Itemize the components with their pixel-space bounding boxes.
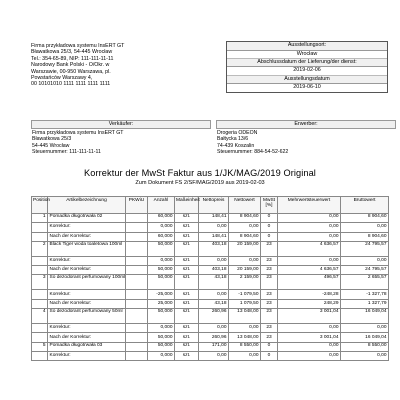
delivery-end-label: Abschlussdatum der Lieferung/der dienst: [227,59,387,68]
col-net-value: Nettowert [229,197,261,214]
cell-vat-amount: 3 001,04 [278,309,341,324]
cell-net-value: 20 159,00 [229,266,261,275]
issue-date-value: 2019-06-10 [293,84,321,91]
cell-unit: szt. [175,309,199,324]
cell-net-value: 8 904,60 [229,232,261,241]
cell-gross: 24 795,57 [341,266,389,275]
cell-net-value: 1 079,50 [229,299,261,308]
cell-name: Korrektur: [48,256,126,265]
cell-net-value: 2 159,00 [229,275,261,290]
cell-vat-rate: 23 [261,241,278,256]
cell-net-value: 0,00 [229,324,261,333]
table-row [32,333,389,342]
cell-vat-amount: 3 001,04 [278,333,341,342]
cell-position [32,351,48,360]
cell-net-value: 8 904,60 [229,214,261,223]
cell-pkwiu [126,266,148,275]
cell-vat-amount: 0,00 [278,342,341,351]
cell-pkwiu [126,299,148,308]
cell-vat-rate: 23 [261,256,278,265]
cell-pkwiu [126,275,148,290]
cell-vat-amount: 0,00 [278,214,341,223]
cell-qty: 0,000 [148,351,175,360]
cell-vat-amount: 4 636,57 [278,241,341,256]
cell-pkwiu [126,290,148,299]
cell-vat-amount: 0,00 [278,351,341,360]
cell-gross: 0,00 [341,223,389,232]
cell-name: So dezodorant perfumowany 50ml [48,309,126,324]
cell-vat-rate: 23 [261,290,278,299]
cell-pkwiu [126,309,148,324]
cell-unit: szt. [175,290,199,299]
cell-position [32,299,48,308]
cell-qty: -25,000 [148,290,175,299]
cell-qty: 60,000 [148,232,175,241]
cell-net-price: 0,00 [199,351,229,360]
table-row [32,290,389,299]
table-row [32,309,389,324]
cell-vat-rate: 0 [261,232,278,241]
cell-name: Nach der Korrektur: [48,266,126,275]
cell-net-value: 8 550,00 [229,342,261,351]
cell-position: 5 [32,342,48,351]
cell-net-value: 0,00 [229,256,261,265]
cell-position [32,232,48,241]
cell-unit: szt. [175,256,199,265]
cell-qty: 25,000 [148,299,175,308]
cell-gross: 24 795,57 [341,241,389,256]
table-row [32,241,389,256]
cell-vat-rate: 0 [261,342,278,351]
cell-vat-amount: 248,29 [278,299,341,308]
cell-pkwiu [126,241,148,256]
cell-net-value: 20 159,00 [229,241,261,256]
seller-line: Firma przykładowa systemu InsERT GT [31,43,125,49]
cell-gross: 2 655,57 [341,275,389,290]
cell-pkwiu [126,324,148,333]
cell-net-value: 13 048,00 [229,333,261,342]
delivery-end-value: 2019-02-06 [227,67,387,75]
cell-vat-rate: 0 [261,214,278,223]
cell-net-price: 148,41 [199,214,229,223]
col-qty: Anzahl [148,197,175,214]
cell-vat-rate: 23 [261,324,278,333]
issue-place-value: Wrocław [227,51,387,59]
cell-pkwiu [126,351,148,360]
cell-unit: szt. [175,223,199,232]
cell-unit: szt. [175,214,199,223]
issue-date-label: Ausstellungsdatum [227,76,387,85]
cell-name: So dezodorant perfumowany 100ml [48,275,126,290]
cell-net-price: 0,00 [199,223,229,232]
table-row [32,223,389,232]
cell-net-price: 43,18 [199,275,229,290]
table-row [32,266,389,275]
cell-position [32,333,48,342]
cell-vat-rate: 23 [261,309,278,324]
cell-qty: 0,000 [148,324,175,333]
cell-name: Korrektur: [48,324,126,333]
cell-qty: 50,000 [148,266,175,275]
cell-position [32,223,48,232]
seller-header [31,43,124,88]
col-unit: Maßeinheit [175,197,199,214]
cell-pkwiu [126,256,148,265]
cell-gross: 8 904,60 [341,232,389,241]
cell-vat-amount: 0,00 [278,223,341,232]
cell-position: 2 [32,241,48,256]
cell-position [32,256,48,265]
col-gross: Bruttowert [341,197,389,214]
cell-gross: 0,00 [341,324,389,333]
cell-position: 4 [32,309,48,324]
cell-vat-rate: 23 [261,275,278,290]
cell-vat-rate: 0 [261,351,278,360]
cell-name: Black Tiger woda toaletowa 100ml [48,241,126,256]
cell-unit: szt. [175,351,199,360]
cell-position: 3 [32,275,48,290]
erwerber-line: Drogeria ODEON [217,129,258,136]
seller-line: Powstańców Warszawy 4, [31,75,93,82]
cell-net-price: 148,41 [199,232,229,241]
cell-net-value: 0,00 [229,223,261,232]
verkaufer-line: Firma przykładowa systemu InsERT GT [32,129,124,136]
cell-name: Nach der Korrektur: [48,299,126,308]
cell-unit: szt. [175,266,199,275]
cell-vat-amount: 0,00 [278,324,341,333]
cell-net-price: 0,00 [199,256,229,265]
cell-vat-amount: 496,57 [278,275,341,290]
cell-net-value: 0,00 [229,351,261,360]
cell-qty: 50,000 [148,309,175,324]
table-row [32,256,389,265]
erwerber-lines [216,130,396,156]
cell-unit: szt. [175,275,199,290]
verkaufer-line: Bławatkowa 25/3 [32,136,72,142]
seller-line: Warszawie, 00-950 Warszawa, pl. [31,68,111,75]
erwerber-line: Steuernummer: 884-54-52-622 [217,149,289,155]
cell-pkwiu [126,342,148,351]
cell-gross: 0,00 [341,256,389,265]
erwerber-label: Erwerber: [216,120,396,129]
verkaufer-line: Steuernummer: 111-111-11-11 [32,149,101,155]
cell-gross: 8 550,00 [341,342,389,351]
cell-name: Pomadka długotrwała 03 [48,342,126,351]
cell-vat-amount: 4 636,57 [278,266,341,275]
table-row [32,232,389,241]
seller-line: 00 10101010 1111 1111 1111 1111 [31,81,111,88]
cell-net-price: 171,00 [199,342,229,351]
cell-vat-amount: -248,28 [278,290,341,299]
erwerber-line: 74-439 Koszalin [217,142,255,149]
erwerber-block [216,120,396,156]
cell-qty: 50,000 [148,275,175,290]
cell-net-price: 260,96 [199,309,229,324]
cell-gross: 16 049,04 [341,333,389,342]
cell-unit: szt. [175,342,199,351]
cell-unit: szt. [175,324,199,333]
col-vat-amount: Mehrwertsteuerwert [278,197,341,214]
cell-name: Nach der Korrektur: [48,232,126,241]
verkaufer-block [31,120,211,156]
verkaufer-line: 54-445 Wrocław [32,142,70,149]
document-title: Korrektur der MwSt Faktur aus 1/JK/MAG/2019 Original [84,168,316,178]
verkaufer-label: Verkäufer: [31,120,211,129]
cell-unit: szt. [175,299,199,308]
cell-position [32,266,48,275]
cell-vat-rate: 23 [261,266,278,275]
col-position: Position [32,197,48,214]
cell-unit: szt. [175,241,199,256]
cell-qty: 60,000 [148,214,175,223]
cell-net-price: 0,00 [199,324,229,333]
cell-unit: szt. [175,333,199,342]
cell-position [32,324,48,333]
cell-net-value: 13 048,00 [229,309,261,324]
table-row [32,275,389,290]
items-table [31,196,389,361]
cell-vat-rate: 23 [261,299,278,308]
cell-name: Korrektur: [48,351,126,360]
cell-name: Korrektur: [48,290,126,299]
cell-position [32,290,48,299]
issue-place-label: Ausstellungsort: [227,42,387,51]
verkaufer-lines [31,130,211,156]
cell-qty: 0,000 [148,256,175,265]
table-header-row [32,197,389,214]
cell-position: 1 [32,214,48,223]
col-vat-rate: MwSt [%] [261,197,278,214]
col-name: Artikelbezeichnung [48,197,126,214]
cell-vat-rate: 0 [261,223,278,232]
cell-qty: 0,000 [148,223,175,232]
table-row [32,324,389,333]
erwerber-line: Bałtycka 13/6 [217,136,249,142]
document-subtitle: Zum Dokument FS 2/SF/MAG/2019 aus 2019-02-03 [135,180,265,186]
cell-name: Korrektur: [48,223,126,232]
cell-gross: 0,00 [341,351,389,360]
table-row [32,214,389,223]
cell-net-value: -1 079,50 [229,290,261,299]
seller-line: Narodowy Bank Polski - O/Okr. w [31,62,110,69]
cell-vat-amount: 0,00 [278,232,341,241]
seller-line: Bławatkowa 25/3, 54-445 Wrocław [31,49,113,56]
cell-name: Pomadka długotrwała 02 [48,214,126,223]
cell-gross: 8 904,60 [341,214,389,223]
cell-gross: 1 327,79 [341,299,389,308]
table-row [32,299,389,308]
cell-net-price: 403,18 [199,266,229,275]
cell-net-price: 260,96 [199,333,229,342]
cell-qty: 50,000 [148,342,175,351]
cell-qty: 50,000 [148,333,175,342]
cell-vat-rate: 23 [261,333,278,342]
cell-pkwiu [126,333,148,342]
cell-name: Nach der Korrektur: [48,333,126,342]
cell-pkwiu [126,223,148,232]
cell-net-price: 43,18 [199,299,229,308]
cell-vat-amount: 0,00 [278,256,341,265]
cell-gross: -1 327,78 [341,290,389,299]
cell-qty: 50,000 [148,241,175,256]
seller-line: Tel.: 354-65-89, NIP: 111-111-11-11 [31,55,114,62]
col-pkwiu: PKWiU [126,197,148,214]
meta-box [226,41,388,93]
cell-pkwiu [126,214,148,223]
cell-unit: szt. [175,232,199,241]
table-row [32,342,389,351]
cell-net-price: 0,00 [199,290,229,299]
cell-gross: 16 049,04 [341,309,389,324]
table-row [32,351,389,360]
cell-pkwiu [126,232,148,241]
col-net-price: Nettopreis [199,197,229,214]
cell-net-price: 403,18 [199,241,229,256]
